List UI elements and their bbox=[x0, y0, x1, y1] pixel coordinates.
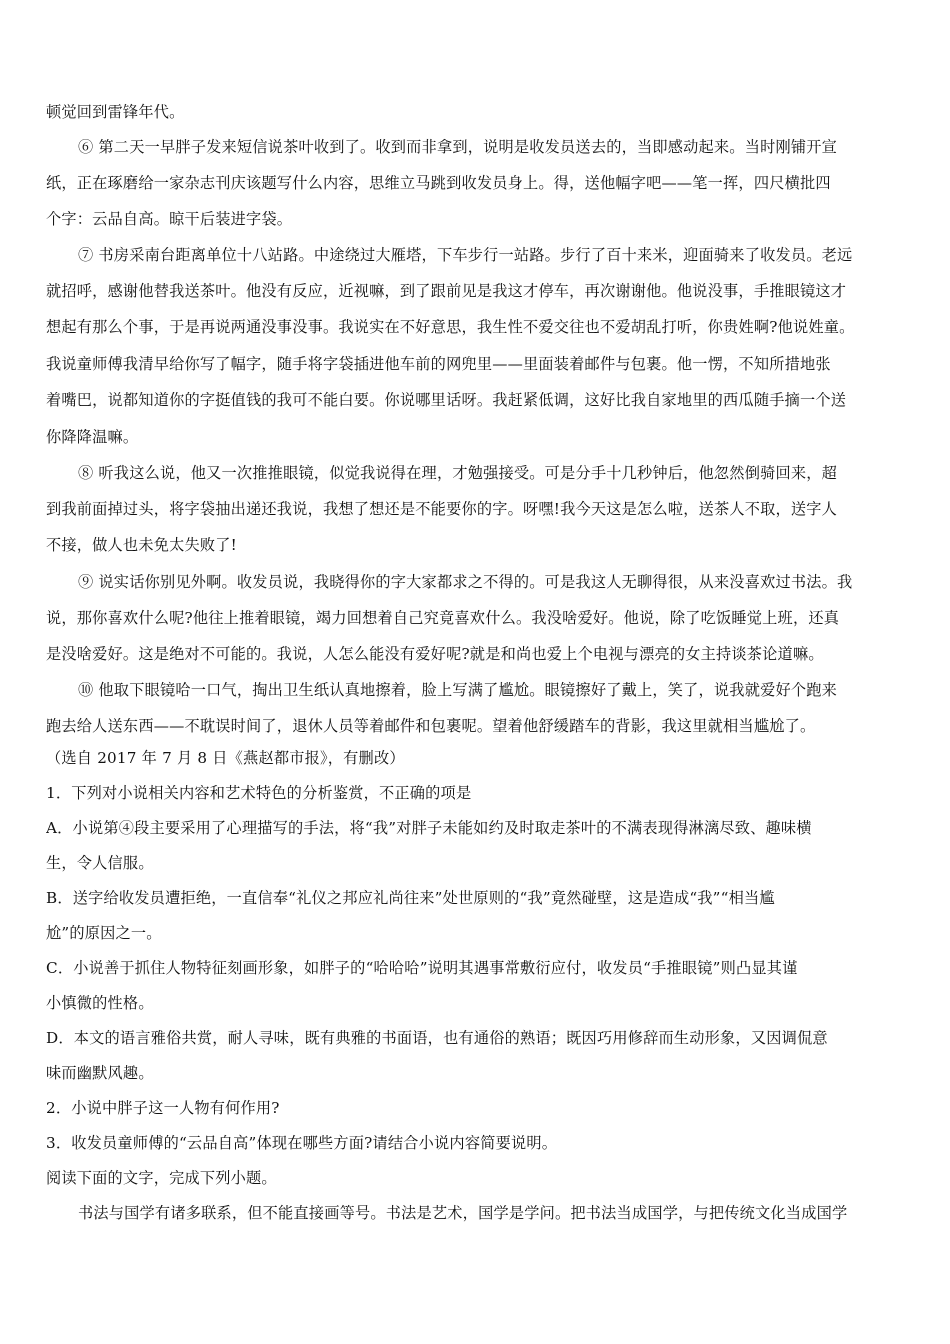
paragraph-line: 顿觉回到雷锋年代。 bbox=[46, 103, 185, 121]
paragraph-7-line-6: 你降降温嘛。 bbox=[46, 428, 139, 446]
paragraph-7-line-1: ⑦ 书房采南台距离单位十八站路。中途绕过大雁塔，下车步行一站路。步行了百十来米，迎面骑来了收发员。老远 bbox=[78, 246, 853, 264]
question-3: 3．收发员童师傅的“云品自高”体现在哪些方面?请结合小说内容简要说明。 bbox=[46, 1134, 558, 1152]
option-a-line-1: A．小说第④段主要采用了心理描写的手法，将“我”对胖子未能如约及时取走茶叶的不满表现得淋漓尽致、趣味横 bbox=[46, 819, 812, 837]
paragraph-7-line-4: 我说童师傅我清早给你写了幅字，随手将字袋插进他车前的网兜里——里面装着邮件与包裹。他一愣，不知所措地张 bbox=[46, 355, 831, 373]
reading-instruction: 阅读下面的文字，完成下列小题。 bbox=[46, 1169, 277, 1187]
paragraph-10-line-2: 跑去给人送东西——不耽误时间了，退休人员等着邮件和包裹呢。望着他舒缓踏车的背影，我这里就相当尴尬了。 bbox=[46, 717, 816, 735]
option-a-line-2: 生，令人信服。 bbox=[46, 854, 154, 872]
source-citation: （选自 2017 年 7 月 8 日《燕赵都市报》，有删改） bbox=[46, 749, 405, 767]
paragraph-10-line-1: ⑩ 他取下眼镜哈一口气，掏出卫生纸认真地擦着，脸上写满了尴尬。眼镜擦好了戴上，笑了，说我就爱好个跑来 bbox=[78, 681, 838, 699]
paragraph-6-line-1: ⑥ 第二天一早胖子发来短信说茶叶收到了。收到而非拿到，说明是收发员送去的，当即感动起来。当时刚铺开宣 bbox=[78, 138, 838, 156]
paragraph-8-line-1: ⑧ 听我这么说，他又一次推推眼镜，似觉我说得在理，才勉强接受。可是分手十几秒钟后，他忽然倒骑回来，超 bbox=[78, 464, 838, 482]
option-c-line-2: 小慎微的性格。 bbox=[46, 994, 154, 1012]
paragraph-7-line-2: 就招呼，感谢他替我送茶叶。他没有反应，近视嘛，到了跟前见是我这才停车，再次谢谢他。他说没事，手推眼镜这才 bbox=[46, 282, 847, 300]
option-b-line-2: 尬”的原因之一。 bbox=[46, 924, 162, 942]
option-b-line-1: B．送字给收发员遭拒绝，一直信奉“礼仪之邦应礼尚往来”处世原则的“我”竟然碰壁，这是造成“我”“相当尴 bbox=[46, 889, 775, 907]
paragraph-9-line-1: ⑨ 说实话你别见外啊。收发员说，我晓得你的字大家都求之不得的。可是我这人无聊得很，从来没喜欢过书法。我 bbox=[78, 573, 853, 591]
paragraph-6-line-3: 个字：云品自高。晾干后装进字袋。 bbox=[46, 210, 293, 228]
next-passage-line-1: 书法与国学有诸多联系，但不能直接画等号。书法是艺术，国学是学问。把书法当成国学，与把传统文化当成国学 bbox=[78, 1204, 848, 1222]
paragraph-7-line-3: 想起有那么个事，于是再说两通没事没事。我说实在不好意思，我生性不爱交往也不爱胡乱打听，你贵姓啊?他说姓童。 bbox=[46, 318, 855, 336]
paragraph-6-line-2: 纸，正在琢磨给一家杂志刊庆该题写什么内容，思维立马跳到收发员身上。得，送他幅字吧——笔一挥，四尺横批四 bbox=[46, 174, 831, 192]
option-c-line-1: C．小说善于抓住人物特征刻画形象，如胖子的“哈哈哈”说明其遇事常敷衍应付，收发员“手推眼镜”则凸显其谨 bbox=[46, 959, 798, 977]
question-1-stem: 1．下列对小说相关内容和艺术特色的分析鉴赏，不正确的项是 bbox=[46, 784, 472, 802]
option-d-line-1: D．本文的语言雅俗共赏，耐人寻味，既有典雅的书面语，也有通俗的熟语；既因巧用修辞而生动形象，又因调侃意 bbox=[46, 1029, 828, 1047]
paragraph-8-line-3: 不接，做人也未免太失败了! bbox=[46, 536, 237, 554]
option-d-line-2: 味而幽默风趣。 bbox=[46, 1064, 154, 1082]
paragraph-8-line-2: 到我前面掉过头，将字袋抽出递还我说，我想了想还是不能要你的字。呀嘿!我今天这是怎么啦，送茶人不取，送字人 bbox=[46, 500, 838, 518]
question-2: 2．小说中胖子这一人物有何作用? bbox=[46, 1099, 280, 1117]
paragraph-9-line-3: 是没啥爱好。这是绝对不可能的。我说，人怎么能没有爱好呢?就是和尚也爱上个电视与漂亮的女主持谈茶论道嘛。 bbox=[46, 645, 824, 663]
paragraph-7-line-5: 着嘴巴，说都知道你的字挺值钱的我可不能白要。你说哪里话呀。我赶紧低调，这好比我自家地里的西瓜随手摘一个送 bbox=[46, 391, 847, 409]
paragraph-9-line-2: 说，那你喜欢什么呢?他往上推着眼镜，竭力回想着自己究竟喜欢什么。我没啥爱好。他说，除了吃饭睡觉上班，还真 bbox=[46, 609, 840, 627]
